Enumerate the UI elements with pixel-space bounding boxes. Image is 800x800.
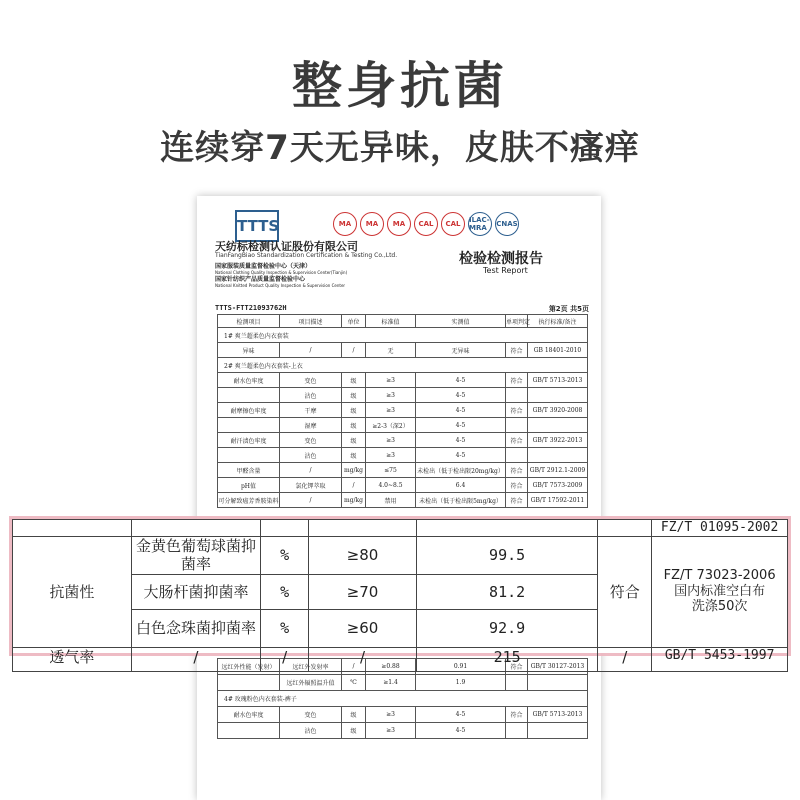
- center-name-2: [215, 274, 345, 288]
- table-cell: ℃: [342, 675, 366, 691]
- table-cell: ≥0.88: [366, 659, 416, 675]
- certification-seal-icon: MA: [387, 212, 411, 236]
- table-cell: [506, 675, 528, 691]
- table-cell: 氯化钾萃取: [280, 478, 342, 493]
- antibacterial-std: ≥70: [309, 574, 417, 609]
- table-cell: 未检出（低于检出限20mg/kg）: [416, 463, 506, 478]
- certification-seals: [333, 212, 519, 236]
- table-row: [218, 403, 588, 418]
- table-cell: 无: [366, 343, 416, 358]
- table-cell: /: [280, 493, 342, 508]
- company-name: 天纺标检测认证股份有限公司: [215, 240, 358, 253]
- antibacterial-desc: 金黄色葡萄球菌抑菌率: [131, 536, 261, 574]
- table-cell: 级: [342, 707, 366, 723]
- table-cell: 禁用: [366, 493, 416, 508]
- table-row: [218, 675, 588, 691]
- table-cell: 符合: [506, 433, 528, 448]
- antibacterial-value: 81.2: [416, 574, 598, 609]
- center-name-1: [215, 261, 347, 275]
- center-name-1-en: National Clothing Quality Inspection & Supervision Center(Tianjin): [215, 270, 348, 275]
- page-number: 第2页 共5页: [548, 305, 589, 313]
- table-cell: 无异味: [416, 343, 506, 358]
- table-cell: /: [342, 343, 366, 358]
- table-row: [218, 358, 588, 373]
- table-cell: 级: [342, 448, 366, 463]
- antibacterial-unit: %: [261, 609, 309, 647]
- table-cell: ≥3: [366, 403, 416, 418]
- table-cell: mg/kg: [342, 493, 366, 508]
- column-header: 实测值: [416, 315, 506, 328]
- table-cell: 级: [342, 388, 366, 403]
- table-row: [218, 328, 588, 343]
- column-header: 项目描述: [280, 315, 342, 328]
- page-subtitle: 连续穿7天无异味，皮肤不瘙痒: [160, 128, 640, 168]
- table-cell: 级: [342, 433, 366, 448]
- table-row: [218, 448, 588, 463]
- column-header: 执行标准/备注: [528, 315, 588, 328]
- table-cell: 6.4: [416, 478, 506, 493]
- table-cell: 远红外发射率: [280, 659, 342, 675]
- table-row: [218, 478, 588, 493]
- table-cell: 可分解致癌芳香胺染料: [218, 493, 280, 508]
- table-cell: GB/T 2912.1-2009: [528, 463, 588, 478]
- antibacterial-standard: FZ/T 73023-2006 国内标准空白布 洗涤50次: [652, 536, 788, 647]
- table-cell: [506, 723, 528, 739]
- table-cell: 符合: [506, 493, 528, 508]
- table-cell: [528, 723, 588, 739]
- table-cell: 甲醛含量: [218, 463, 280, 478]
- table-cell: 1.9: [416, 675, 506, 691]
- table-cell: 变色: [280, 433, 342, 448]
- section-label: 1# 爽兰超柔色内衣套装: [218, 328, 588, 343]
- table-row: [218, 433, 588, 448]
- bottom-unit: /: [261, 647, 309, 671]
- table-row: [218, 493, 588, 508]
- table-cell: ≥3: [366, 433, 416, 448]
- antibacterial-std: ≥60: [309, 609, 417, 647]
- table-cell: 4-5: [416, 373, 506, 388]
- table-row: [218, 388, 588, 403]
- table-cell: 耐摩擦色牢度: [218, 403, 280, 418]
- table-row: [13, 647, 788, 671]
- results-table-upper: [217, 314, 588, 508]
- table-cell: [506, 418, 528, 433]
- table-cell: 级: [342, 403, 366, 418]
- table-cell: GB/T 3920-2008: [528, 403, 588, 418]
- table-cell: [131, 520, 261, 537]
- table-cell: pH值: [218, 478, 280, 493]
- table-cell: /: [280, 343, 342, 358]
- report-title: 检验检测报告: [459, 251, 543, 267]
- table-cell: ≥3: [366, 448, 416, 463]
- table-header-row: [218, 315, 588, 328]
- table-cell: 沾色: [280, 388, 342, 403]
- table-cell: /: [342, 659, 366, 675]
- antibacterial-table: [12, 519, 788, 672]
- test-report-document: [197, 196, 601, 800]
- table-cell: 符合: [506, 478, 528, 493]
- antibacterial-unit: %: [261, 536, 309, 574]
- table-cell: 耐水色牢度: [218, 707, 280, 723]
- bottom-standard: GB/T 5453-1997: [652, 647, 788, 671]
- table-cell: [218, 418, 280, 433]
- table-cell: [528, 675, 588, 691]
- table-cell: ≥3: [366, 373, 416, 388]
- table-cell: [416, 520, 598, 537]
- table-cell: GB/T 7573-2009: [528, 478, 588, 493]
- table-cell: [218, 388, 280, 403]
- table-cell: 4-5: [416, 403, 506, 418]
- table-cell: mg/kg: [342, 463, 366, 478]
- certification-seal-icon: CNAS: [495, 212, 519, 236]
- table-cell: 0.91: [416, 659, 506, 675]
- antibacterial-result: 符合: [598, 536, 652, 647]
- table-cell: 远红外辐照温升值: [280, 675, 342, 691]
- table-cell: 异味: [218, 343, 280, 358]
- report-number: TTTS-FTT21093762H: [215, 304, 287, 312]
- column-header: 标准值: [366, 315, 416, 328]
- table-cell: 变色: [280, 707, 342, 723]
- column-header: 单项判定: [506, 315, 528, 328]
- table-cell: 沾色: [280, 723, 342, 739]
- table-cell: 符合: [506, 403, 528, 418]
- company-logo: TTTS: [235, 210, 279, 242]
- table-cell: 4-5: [416, 418, 506, 433]
- table-cell: 符合: [506, 463, 528, 478]
- table-cell: [218, 723, 280, 739]
- table-cell: 沾色: [280, 448, 342, 463]
- center-name-2-en: National Knitted Product Quality Inspection & Supervision Center: [215, 283, 346, 288]
- table-cell: [528, 388, 588, 403]
- table-cell: /: [280, 463, 342, 478]
- antibacterial-desc: 白色念珠菌抑菌率: [131, 609, 261, 647]
- certification-seal-icon: MA: [333, 212, 357, 236]
- table-cell: GB/T 5713-2013: [528, 373, 588, 388]
- table-row: [218, 463, 588, 478]
- table-cell: 符合: [506, 373, 528, 388]
- certification-seal-icon: ILAC-MRA: [468, 212, 492, 236]
- table-cell: ≥3: [366, 723, 416, 739]
- test-item-antibacterial: 抗菌性: [13, 536, 132, 647]
- table-cell: ≤75: [366, 463, 416, 478]
- table-row: [218, 707, 588, 723]
- standard-top: FZ/T 01095-2002: [652, 520, 788, 537]
- table-cell: 远红外性能（发射）: [218, 659, 280, 675]
- antibacterial-unit: %: [261, 574, 309, 609]
- table-cell: [528, 448, 588, 463]
- table-cell: [218, 448, 280, 463]
- table-cell: 4-5: [416, 707, 506, 723]
- table-cell: GB 18401-2010: [528, 343, 588, 358]
- table-cell: 4-5: [416, 723, 506, 739]
- table-cell: 级: [342, 418, 366, 433]
- table-cell: [261, 520, 309, 537]
- table-cell: 级: [342, 373, 366, 388]
- antibacterial-std: ≥80: [309, 536, 417, 574]
- section-label: 2# 爽兰超柔色内衣套装-上衣: [218, 358, 588, 373]
- table-cell: 符合: [506, 659, 528, 675]
- antibacterial-value: 92.9: [416, 609, 598, 647]
- column-header: 单位: [342, 315, 366, 328]
- table-cell: 耐水色牢度: [218, 373, 280, 388]
- table-cell: [13, 520, 132, 537]
- table-cell: 4-5: [416, 433, 506, 448]
- center-name-1-cn: 国家服装质量监督检验中心（天津）: [215, 263, 312, 270]
- table-row: [13, 536, 788, 574]
- table-row: [218, 343, 588, 358]
- table-cell: [218, 675, 280, 691]
- table-cell: 4-5: [416, 448, 506, 463]
- table-cell: 符合: [506, 343, 528, 358]
- table-cell: 4-5: [416, 388, 506, 403]
- table-cell: [506, 448, 528, 463]
- table-row: [218, 723, 588, 739]
- table-cell: 湿摩: [280, 418, 342, 433]
- certification-seal-icon: MA: [360, 212, 384, 236]
- report-title-en: Test Report: [483, 266, 528, 275]
- center-name-2-cn: 国家针纺织产品质量监督检验中心: [215, 276, 306, 283]
- table-cell: [506, 388, 528, 403]
- table-cell: 干摩: [280, 403, 342, 418]
- bottom-item: 透气率: [13, 647, 132, 671]
- table-cell: 变色: [280, 373, 342, 388]
- page-title: 整身抗菌: [292, 57, 508, 115]
- table-cell: [309, 520, 417, 537]
- antibacterial-desc: 大肠杆菌抑菌率: [131, 574, 261, 609]
- antibacterial-value: 99.5: [416, 536, 598, 574]
- certification-seal-icon: CAL: [441, 212, 465, 236]
- table-row: [218, 691, 588, 707]
- table-cell: ≥3: [366, 707, 416, 723]
- bottom-value: 215: [416, 647, 598, 671]
- table-cell: 耐汗渍色牢度: [218, 433, 280, 448]
- antibacterial-detail-zoom: [12, 519, 788, 666]
- bottom-std: /: [309, 647, 417, 671]
- table-cell: 4.0~8.5: [366, 478, 416, 493]
- bottom-result: /: [598, 647, 652, 671]
- column-header: 检测项目: [218, 315, 280, 328]
- company-name-en: TianFangBiao Standardization Certification & Testing Co.,Ltd.: [215, 252, 398, 259]
- table-cell: 未检出（低于检出限5mg/kg）: [416, 493, 506, 508]
- table-row: [218, 373, 588, 388]
- table-cell: 级: [342, 723, 366, 739]
- table-cell: [598, 520, 652, 537]
- certification-seal-icon: CAL: [414, 212, 438, 236]
- table-cell: ≥2-3（深2）: [366, 418, 416, 433]
- table-cell: GB/T 30127-2013: [528, 659, 588, 675]
- table-row: [13, 520, 788, 537]
- table-cell: GB/T 3922-2013: [528, 433, 588, 448]
- table-cell: [528, 418, 588, 433]
- table-cell: ≥3: [366, 388, 416, 403]
- table-cell: GB/T 5713-2013: [528, 707, 588, 723]
- table-cell: /: [342, 478, 366, 493]
- table-row: [218, 418, 588, 433]
- bottom-desc: /: [131, 647, 261, 671]
- section-label: 4# 玫瑰粉色内衣套装-裤子: [218, 691, 588, 707]
- table-cell: ≥1.4: [366, 675, 416, 691]
- table-cell: 符合: [506, 707, 528, 723]
- table-cell: GB/T 17592-2011: [528, 493, 588, 508]
